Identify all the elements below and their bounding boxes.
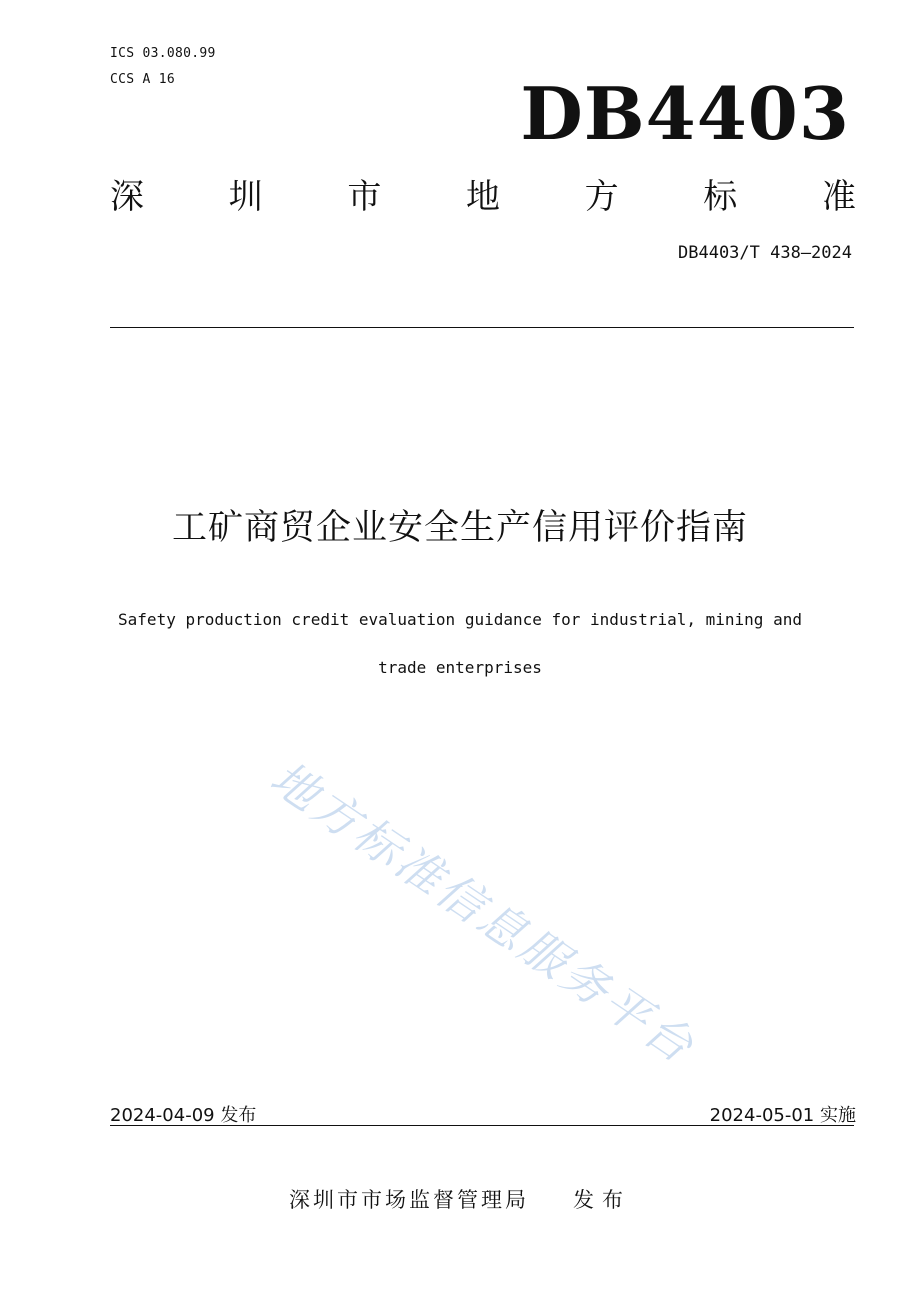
- issue-date: 2024-04-09 发布: [110, 1105, 257, 1126]
- standard-type-char: 准: [821, 177, 856, 217]
- standard-type-char: 深: [110, 177, 144, 217]
- standard-code-logo: DB4403: [520, 71, 850, 156]
- document-title-english-line2: trade enterprises: [378, 658, 542, 677]
- footer-divider: [110, 1125, 854, 1126]
- publisher-action: 发布: [573, 1188, 631, 1212]
- standard-type-label: [110, 177, 856, 217]
- standard-number: DB4403/T 438—2024: [678, 243, 852, 263]
- implementation-date: 2024-05-01 实施: [709, 1105, 856, 1126]
- ccs-code: CCS A 16: [110, 72, 176, 87]
- watermark: 地方标准信息服务平台: [260, 750, 706, 1075]
- standard-type-char: 地: [465, 177, 500, 217]
- publisher-name: 深圳市市场监督管理局: [289, 1188, 529, 1212]
- standard-type-char: 圳: [228, 177, 263, 217]
- document-title-english-line1: Safety production credit evaluation guidance for industrial, mining and: [118, 610, 802, 629]
- standard-type-char: 方: [584, 177, 619, 217]
- publisher-line: [0, 1184, 920, 1214]
- header-divider: [110, 327, 854, 328]
- standard-type-char: 市: [347, 177, 382, 217]
- document-title-chinese: 工矿商贸企业安全生产信用评价指南: [171, 508, 748, 548]
- standard-type-char: 标: [703, 177, 738, 217]
- ics-code: ICS 03.080.99: [110, 46, 216, 61]
